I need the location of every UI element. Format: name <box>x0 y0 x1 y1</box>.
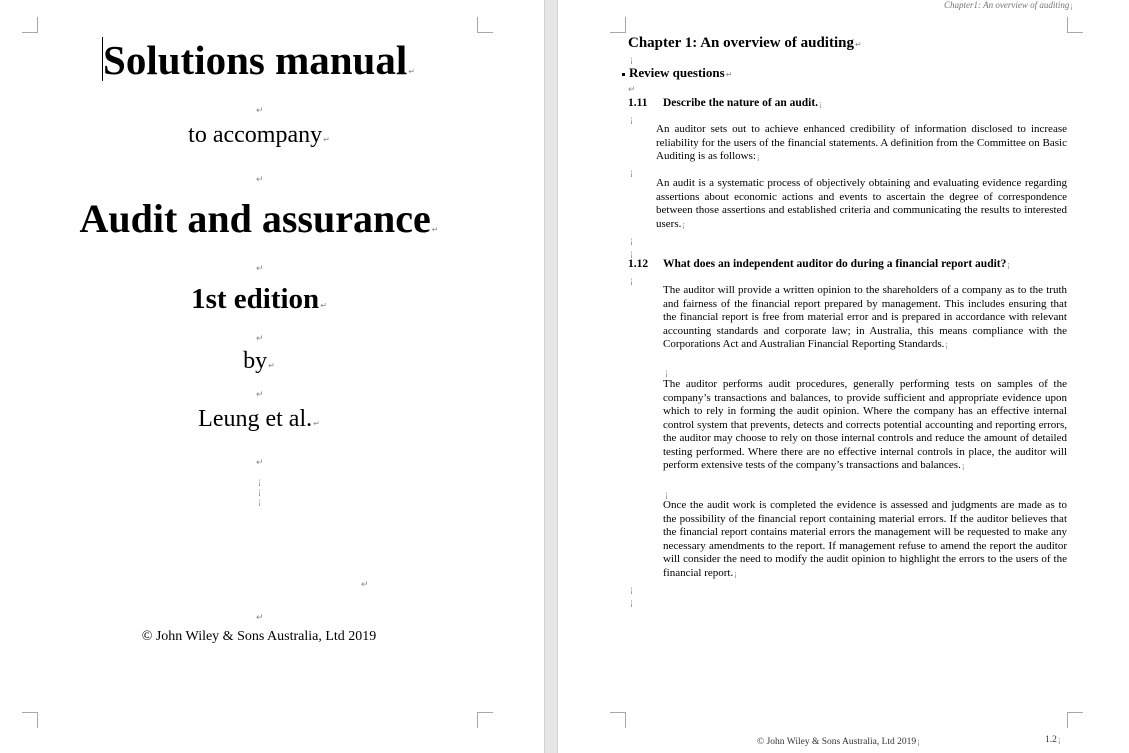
cell-mark: ¡ <box>258 476 261 486</box>
cover-copyright[interactable]: © John Wiley & Sons Australia, Ltd 2019 <box>141 629 377 644</box>
answer-paragraph[interactable]: An audit is a systematic process of objectively obtaining and evaluating evidence regarding assertions about economic actions and events to ascertain the degree of correspondence between those assertions and established criteria and communicating the results to interested users.¡ <box>656 177 1067 230</box>
cell-mark: ¡ <box>630 597 633 607</box>
page-gutter <box>544 0 558 753</box>
paragraph-mark: ↵ <box>256 263 264 273</box>
footer-copyright[interactable]: © John Wiley & Sons Australia, Ltd 2019¡ <box>757 737 920 747</box>
crop-mark <box>610 712 626 728</box>
cover-page[interactable] <box>0 0 544 753</box>
crop-mark <box>1067 712 1083 728</box>
paragraph-mark: ↵ <box>628 84 636 94</box>
answer-paragraph[interactable]: An auditor sets out to achieve enhanced credibility of information disclosed to increase reliability for the users of the financial statements. A definition from the Committee on Basic Auditing is as follows:¡ <box>656 123 1067 162</box>
paragraph-mark: ↵ <box>361 579 369 589</box>
cover-title[interactable]: Solutions manual↵ <box>103 37 415 83</box>
answer-paragraph[interactable]: Once the audit work is completed the evidence is assessed and judgments are made as to the possibility of the financial report containing material errors. If the auditor believes that the financial report contains material errors the management will be requested to make any necessary amendments to the report. If management refuse to amend the report the auditor will consider the need to modify the audit opinion to highlight the errors to the users of the financial report.¡ <box>663 499 1067 579</box>
cell-mark: ¡ <box>665 367 668 377</box>
crop-mark <box>477 17 493 33</box>
cell-mark: ¡ <box>665 489 668 499</box>
cell-mark: ¡ <box>630 584 633 594</box>
answer-paragraph[interactable]: The auditor will provide a written opinion to the shareholders of a company as to the truth and fairness of the financial report prepared by management. This includes ensuring that the financial report is free from material error and is prepared in accordance with relevant accounting standards and corporate law; in Australia, this means compliance with the Corporations Act and Australian Financial Reporting Standards.¡ <box>663 284 1067 350</box>
paragraph-mark: ↵ <box>256 174 264 184</box>
cover-edition[interactable]: 1st edition↵ <box>191 283 327 315</box>
page-number[interactable]: 1.2¡ <box>1045 735 1061 745</box>
answer-paragraph[interactable]: The auditor performs audit procedures, generally performing tests on samples of the company’s transactions and balances, to provide sufficient and appropriate evidence upon which to rely in forming the audit opinion. Where the company has an effective internal control system that prevents, detects and corrects potential accounting and reporting errors, the auditor may choose to rely on those internal controls and reduce the amount of detailed testing performed. Where there are no effective internal controls in place, the auditor will perform extensive tests of the company’s transactions and balances.¡ <box>663 378 1067 471</box>
question-heading[interactable]: 1.11 Describe the nature of an audit.¡ <box>628 97 822 109</box>
paragraph-mark: ↵ <box>256 105 264 115</box>
cell-mark: ¡ <box>258 496 261 506</box>
paragraph-mark: ↵ <box>256 612 264 622</box>
cover-author[interactable]: Leung et al.↵ <box>198 406 320 432</box>
bullet-icon <box>622 73 625 76</box>
paragraph-mark: ↵ <box>256 389 264 399</box>
cell-mark: ¡ <box>258 486 261 496</box>
chapter-page[interactable] <box>558 0 1129 753</box>
cell-mark: ¡ <box>630 167 633 177</box>
paragraph-mark: ↵ <box>256 333 264 343</box>
crop-mark <box>477 712 493 728</box>
cell-mark: ¡ <box>630 114 633 124</box>
crop-mark <box>610 17 626 33</box>
crop-mark <box>22 17 38 33</box>
paragraph-mark: ↵ <box>256 457 264 467</box>
section-heading[interactable]: Review questions↵ <box>622 65 732 81</box>
running-header[interactable]: Chapter1: An overview of auditing¡ <box>944 0 1073 10</box>
cover-book-title[interactable]: Audit and assurance↵ <box>79 196 439 241</box>
chapter-title[interactable]: Chapter 1: An overview of auditing↵ <box>628 35 862 51</box>
cover-by[interactable]: by↵ <box>243 348 275 374</box>
crop-mark <box>22 712 38 728</box>
cover-subtitle[interactable]: to accompany↵ <box>188 122 330 148</box>
cell-mark: ¡ <box>630 275 633 285</box>
question-heading[interactable]: 1.12 What does an independent auditor do during a financial report audit?¡ <box>628 258 1011 270</box>
cell-mark: ¡ <box>630 248 633 258</box>
cell-mark: ¡ <box>630 54 633 64</box>
crop-mark <box>1067 17 1083 33</box>
cell-mark: ¡ <box>630 235 633 245</box>
